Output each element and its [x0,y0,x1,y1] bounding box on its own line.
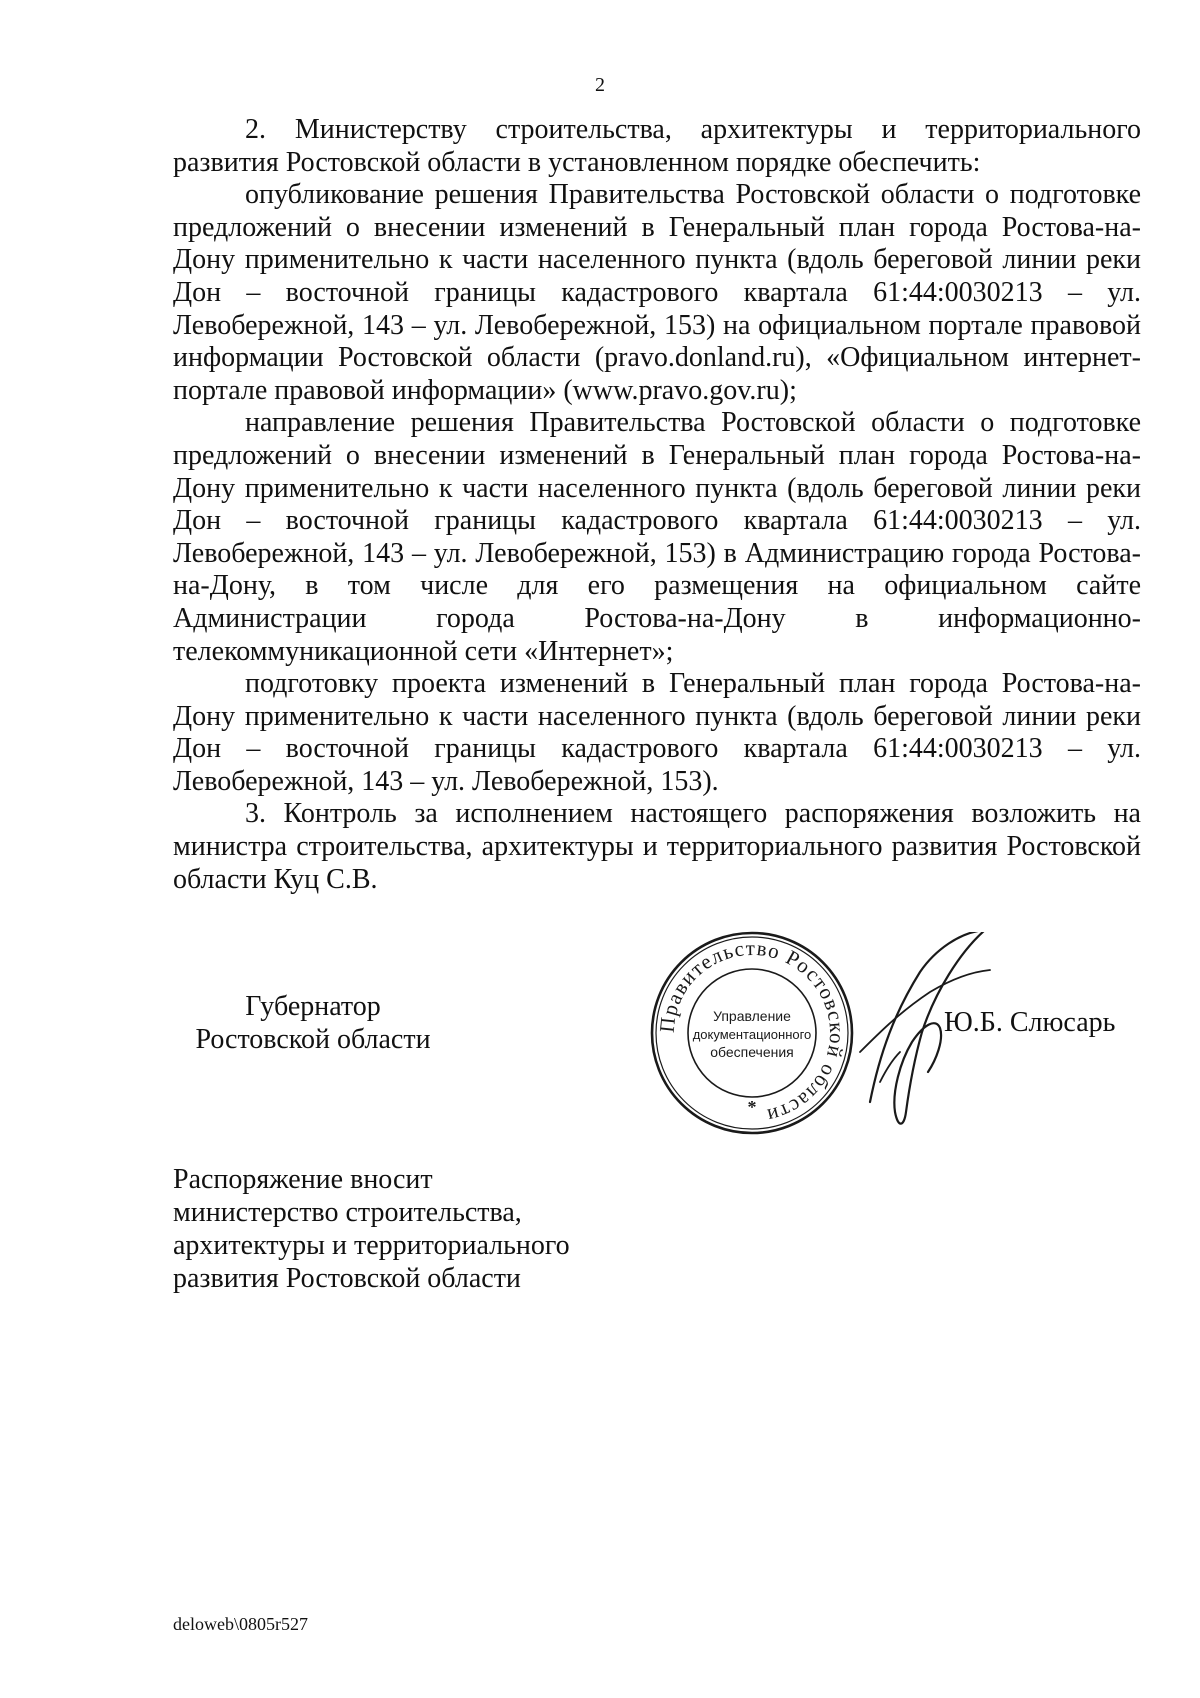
submitter-line4: развития Ростовской области [173,1263,521,1294]
stamp-inner-line1: Управление [713,1008,791,1024]
paragraph-preparation: подготовку проекта изменений в Генеральный план города Ростова-на-Дону применительно к части населенного пункта (вдоль береговой линии реки Дон – восточной границы кадастрового квартала 61:44:0030213 – ул. Левобережной, 143 – ул. Левобережной, 153). [173,668,1141,797]
stamp-star-icon: * [747,1097,757,1117]
page-number: 2 [595,74,605,96]
official-stamp [642,923,862,1143]
stamp-inner-line3: обеспечения [710,1044,794,1060]
paragraph-direction: направление решения Правительства Ростовской области о подготовке предложений о внесении изменений в Генеральный план города Ростова-на-Дону применительно к части населенного пункта (вдоль береговой линии реки Дон – восточной границы кадастрового квартала 61:44:0030213 – ул. Левобережной, 143 – ул. Левобережной, 153) в Администрацию города Ростова-на-Дону, в том числе для его размещения на официальном сайте Администрации города Ростова-на-Дону в информационно-телекоммуникационной сети «Интернет»; [173,407,1141,667]
signatory-name: Ю.Б. Слюсарь [944,1007,1116,1038]
submitter-line2: министерство строительства, [173,1197,522,1228]
paragraph-item-3: 3. Контроль за исполнением настоящего распоряжения возложить на министра строительства, архитектуры и территориального развития Ростовской области Куц С.В. [173,798,1141,895]
submitter-line1: Распоряжение вносит [173,1164,433,1195]
paragraph-publication: опубликование решения Правительства Ростовской области о подготовке предложений о внесении изменений в Генеральный план города Ростова-на-Дону применительно к части населенного пункта (вдоль береговой линии реки Дон – восточной границы кадастрового квартала 61:44:0030213 – ул. Левобережной, 143 – ул. Левобережной, 153) на официальном портале правовой информации Ростовской области (pravo.donland.ru), «Официальном интернет-портале правовой информации» (www.pravo.gov.ru); [173,179,1141,406]
file-reference: deloweb\0805r527 [173,1614,308,1634]
signatory-title-line1: Губернатор [245,991,381,1022]
signature-block [0,935,1200,1140]
submitter-note [173,1163,693,1295]
document-body [173,114,1141,896]
stamp-outer-text: Правительство Ростовской области [654,935,850,1129]
signatory-title-line2: Ростовской области [195,1024,431,1055]
signatory-title [178,990,448,1056]
submitter-line3: архитектуры и территориального [173,1230,570,1261]
paragraph-item-2: 2. Министерству строительства, архитектуры и территориального развития Ростовской области в установленном порядке обеспечить: [173,114,1141,178]
stamp-inner-line2: документационного [692,1027,812,1042]
